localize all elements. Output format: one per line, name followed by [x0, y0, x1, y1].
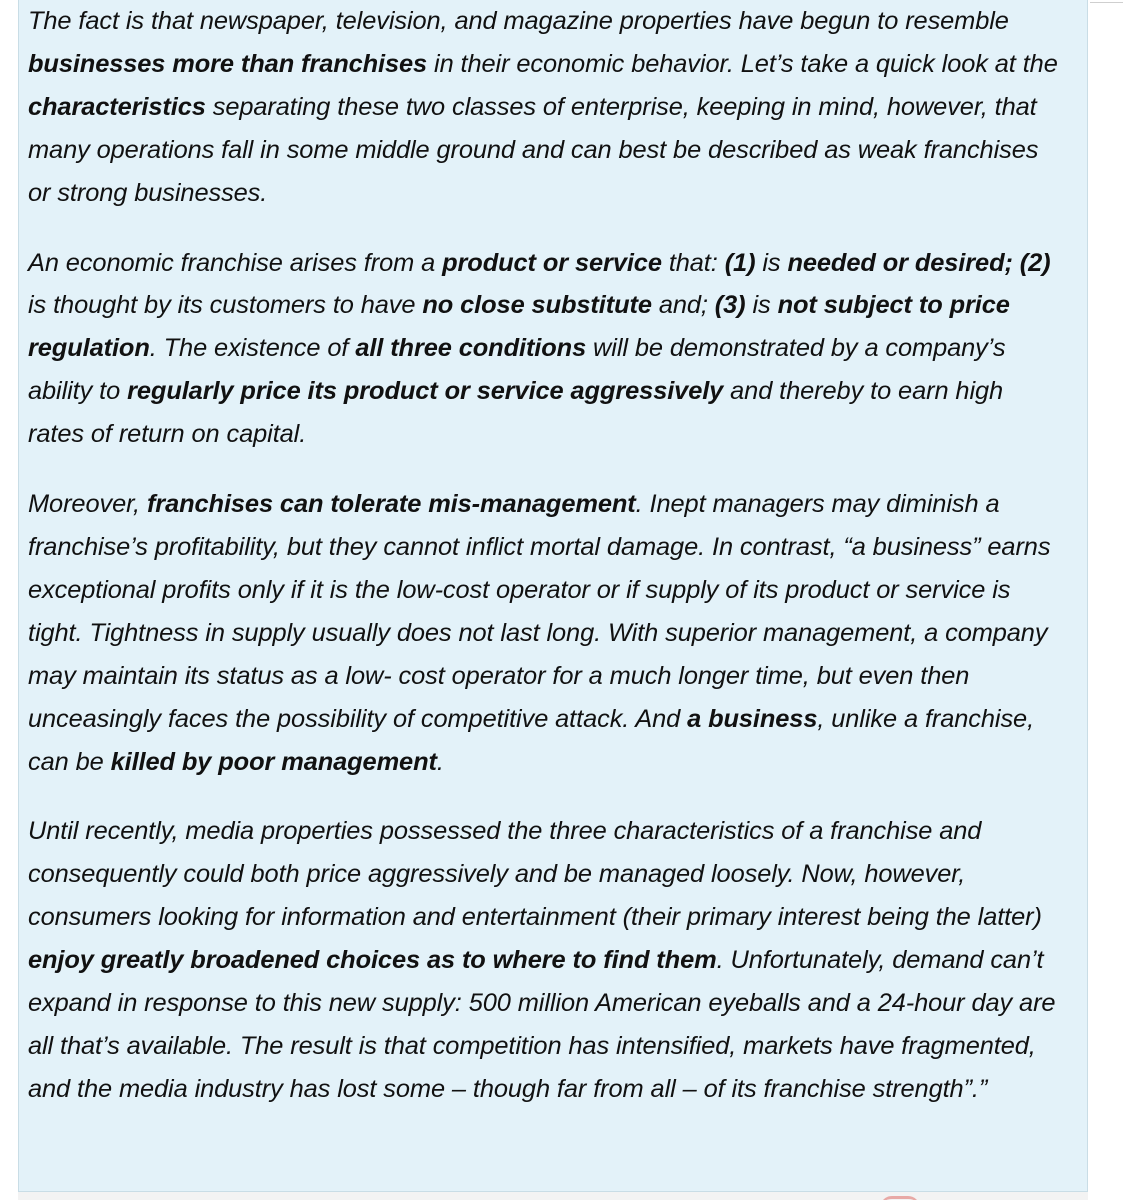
text-run: in their economic behavior. Let’s take a quick look at the — [427, 49, 1058, 78]
text-run: is — [755, 248, 788, 277]
quote-text — [28, 0, 1058, 1138]
text-run: An economic franchise arises from a — [28, 248, 443, 277]
text-run: and thereby to earn high rates of return on capital. — [28, 377, 1004, 449]
text-run: and; — [651, 291, 715, 320]
text-run: . Unfortunately, demand can’t expand in response to this new supply: 500 million American eyeballs and a 24-hour day are all that’s available. The result is that competition has intensified, markets have fragmented, and the media industry has lost some – though far from all – of its franchise strength”.” — [28, 946, 1056, 1103]
bold-run: product or service — [442, 248, 662, 277]
bold-run: a business — [687, 704, 818, 733]
text-run: will be demonstrated by a company’s ability to — [28, 334, 1006, 406]
bold-run: regularly price its product or service aggressively — [127, 377, 724, 406]
paragraph-4 — [28, 810, 1058, 1110]
bold-run: characteristics — [28, 92, 206, 121]
bold-run: killed by poor management — [110, 747, 437, 776]
text-run: that: — [661, 248, 725, 277]
paragraph-1 — [28, 0, 1058, 215]
text-run: Until recently, media properties possessed the three characteristics of a franchise and consequently could both price aggressively and be managed loosely. Now, however, consumers looking for information and entertainment (their primary interest being the latter) — [28, 817, 1042, 932]
text-run: is — [745, 291, 778, 320]
paragraph-3 — [28, 483, 1058, 783]
page-bottom-strip — [18, 1192, 1088, 1200]
bold-run: (1) — [724, 248, 756, 277]
page-top-rule — [1090, 2, 1123, 3]
bold-run: (3) — [714, 291, 746, 320]
bold-run: enjoy greatly broadened choices as to where to find them — [28, 946, 717, 975]
text-run: separating these two classes of enterprise, keeping in mind, however, that many operations fall in some middle ground and can best be described as weak franchises or strong businesses. — [28, 92, 1039, 207]
text-run: . The existence of — [149, 334, 356, 363]
paragraph-2 — [28, 242, 1058, 457]
text-run: . — [436, 747, 444, 776]
text-run: is thought by its customers to have — [28, 291, 423, 320]
bold-run: all three conditions — [355, 334, 587, 363]
bold-run: franchises can tolerate mis-management — [146, 490, 636, 519]
text-run: The fact is that newspaper, television, and magazine properties have begun to resemble — [28, 7, 1009, 35]
text-run: . Inept managers may diminish a franchise’s profitability, but they cannot inflict mortal damage. In contrast, “a business” earns exceptional profits only if it is the low-cost operator or if supply of its product or service is tight. Tightness in supply usually does not last long. With superior management, a company may maintain its status as a low- cost operator for a much longer time, but even then unceasingly faces the possibility of competitive attack. And — [28, 490, 1051, 733]
text-run: Moreover, — [28, 490, 147, 519]
text-run: , unlike a franchise, can be — [28, 704, 1035, 776]
bold-run: needed or desired; (2) — [787, 248, 1051, 277]
bold-run: no close substitute — [422, 291, 652, 320]
bold-run: businesses more than franchises — [28, 49, 428, 78]
bold-run: not subject to price regulation — [28, 291, 1010, 363]
